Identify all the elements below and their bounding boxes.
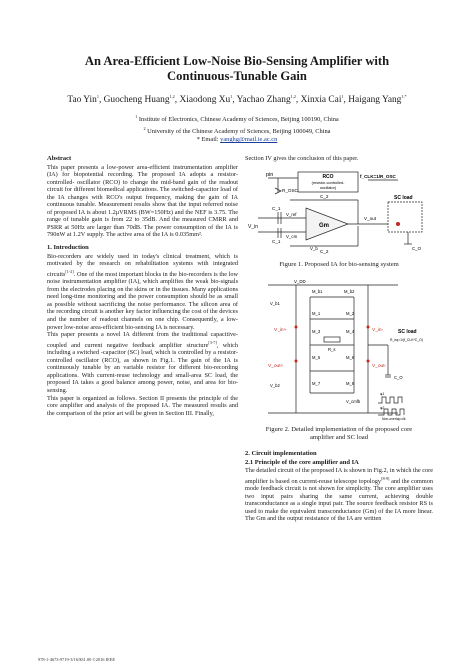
- author-affiliation-mark: 1: [230, 94, 233, 99]
- fig1-label-vin: V_in: [248, 224, 259, 230]
- affiliation-2: $^2$ University of the Chinese Academy of Sciences, Beijing 100049, China: [143, 125, 331, 135]
- author-affiliation-mark: 1,*: [401, 94, 407, 99]
- fig2-label-m4: M_4: [346, 329, 355, 334]
- author-name: Guocheng Huang: [103, 95, 170, 106]
- fig2-label-co: C_O: [394, 375, 403, 380]
- fig2-label-vout-n: V_out-: [372, 364, 387, 369]
- author-name: Xiaodong Xu: [179, 95, 231, 106]
- fig1-label-c1-bot: C_1: [272, 239, 281, 244]
- fig2-label-vb1: V_b1: [270, 301, 280, 306]
- fig2-label-m1: M_1: [312, 311, 321, 316]
- section-iv-sentence: Section IV gives the conclusion of this paper.: [245, 155, 359, 162]
- fig2-label-mb2: M_b2: [344, 289, 355, 294]
- fig1-label-vcm: V_cm: [286, 234, 298, 239]
- output-node-icon: [396, 222, 400, 226]
- figure-2-caption-line-2: amplifier and SC load: [309, 434, 369, 441]
- introduction-heading: 1. Introduction: [47, 244, 89, 252]
- fig2-label-mb1: M_b1: [312, 289, 323, 294]
- fig1-label-sc-load: SC load: [394, 195, 413, 201]
- fig1-label-c2-bot: C_2: [320, 249, 329, 254]
- fig1-label-c1-top: C_1: [272, 206, 281, 211]
- fig1-label-vref: V_ref: [286, 212, 297, 217]
- section-2-1-heading: 2.1 Principle of the core amplifier and IA: [245, 458, 359, 466]
- fig1-label-fclk: f_CLK=1/R_OSC: [360, 174, 396, 179]
- fig2-label-m7: M_7: [312, 381, 321, 386]
- fig1-label-gm: Gm: [318, 223, 330, 229]
- affiliations: [0, 113, 474, 145]
- intro-paragraph-1: Bio-recorders are widely used in today's clinical treatment, which is motivated by the research on rehabilitation systems with integrated circuits[1-2]. One of the most important blocks in the bio-recorders is the low noise instrumentation amplifier (IA), which amplifies the weak bio-signals from the electrodes placing on the skins or in the tissues. Many applications need long-time monitoring and the power consumption should be as small as possible without sacrificing the noise performance. The silicon area of the recording circuit is another key factor influencing the cost of the devices and the number of readout channels on one chip. Consequently, a low-power low-noise area-efficient bio-sensing IA is necessary.: [47, 252, 238, 331]
- author-name: Haigang Yang: [348, 95, 402, 106]
- fig2-label-vdd: V_DD: [294, 279, 306, 284]
- fig2-label-vinp: V_in+: [274, 328, 287, 333]
- title-line-2: Continuous-Tunable Gain: [167, 69, 307, 83]
- fig2-label-vcmfb: V_cmfb: [346, 399, 361, 404]
- fig2-label-rs: R_s: [328, 347, 336, 352]
- author-affiliation-mark: 1: [341, 94, 344, 99]
- author-affiliation-mark: 1,2: [290, 94, 296, 99]
- fig2-label-non-overlap: Non-overlap clk: [382, 417, 406, 421]
- fig2-label-m2: M_2: [346, 311, 355, 316]
- fig2-label-vinn: V_in-: [372, 328, 384, 333]
- fig1-label-rco-3: oscillator): [319, 186, 337, 190]
- figure-2-caption: [245, 426, 433, 442]
- fig2-label-m5: M_5: [312, 355, 321, 360]
- section-2-1-text: The detailed circuit of the proposed IA is shown in Fig.2, in which the core amplifier is based on current-reuse telescope topology[8-9] and the common mode feedback circuit is not shown for simplicity. The core amplifier uses two input pairs sharing the same current, achieving double transconductance as a single input pair. The source feedback resistor RS is used to make the equivalent transconductance (Gm) of the IA more linear. The Gm and the output resistance of the IA are written: [245, 467, 433, 523]
- fig2-label-m6: M_6: [346, 355, 355, 360]
- fig1-label-rco: RCO: [322, 174, 334, 180]
- figure-1-caption: Figure 1. Proposed IA for bio-sensing system: [279, 261, 399, 268]
- figure-2-caption-line-1: Figure 2. Detailed implementation of the proposed core: [265, 426, 413, 433]
- fig1-label-vb: V_b: [310, 246, 318, 251]
- abstract-heading: Abstract: [47, 155, 72, 162]
- paper-title: [0, 54, 474, 84]
- fig2-label-phi1: φ1: [380, 392, 385, 396]
- fig2-label-m3: M_3: [312, 329, 321, 334]
- figure-2-schematic: [248, 275, 434, 421]
- affiliation-1: $^1$ Institute of Electronics, Chinese Academy of Sciences, Beijing 100190, China: [135, 114, 339, 124]
- author-list: Tao Yin$^1$, Guocheng Huang$^{1,2}$, Xiaodong Xu$^1$, Yachao Zhang$^{1,2}$, Xinxia Cai$^1$, Haigang Yang$^{1,*}$: [67, 94, 407, 106]
- fig2-label-m8: M_8: [346, 381, 355, 386]
- author-affiliation-mark: 1: [96, 94, 99, 99]
- left-column: [47, 155, 238, 417]
- figure-1-schematic: [248, 166, 434, 258]
- intro-paragraph-3: This paper is organized as follows. Section II presents the principle of the core amplifier and analysis of the proposed IA. The measured results and the comparison of the prior art will be given in Section III. Finally,: [47, 394, 238, 417]
- fig2-label-req: R_eq=1/(f_CLK*C_O): [390, 338, 423, 342]
- email-link[interactable]: yanghg@mail.ie.ac.cn: [220, 136, 278, 144]
- author-affiliation-mark: 1,2: [169, 94, 175, 99]
- fig1-label-vout: V_out: [364, 216, 377, 221]
- right-column-bottom: [245, 450, 433, 523]
- fig1-label-c2-top: C_2: [320, 194, 329, 199]
- intro-paragraph-2: This paper presents a novel IA different from the traditional capacitive-coupled and current negative feedback amplifier structure[3-7], which including a switched -capacitor (SC) load, which is controlled by a resistor-controlled oscillator (RCO), as shown in Fig.1. The gain of the IA is continuously tunable by an variable resistor for different bio-recording applications. With current-reuse technology and small-area SC load, the proposed IA takes a good balance among power, noise, and area for bio-sensing.: [47, 331, 238, 395]
- fig1-label-co: C_O: [412, 246, 422, 251]
- author-name: Tao Yin: [67, 95, 97, 106]
- fig1-label-pin: pin: [266, 172, 274, 178]
- author-name: Xinxia Cai: [300, 95, 342, 106]
- contact-email: * Email: yanghg@mail.ie.ac.cn: [196, 136, 278, 144]
- abstract-text: This paper presents a low-power area-efficient instrumentation amplifier (IA) for biopotential recording. The proposed IA adopts a resistor-controlled- oscillator (RCO) to change the mid-band gain of the readout circuit for different biomedical applications. The switched-capacitor load of the IA changes with RCO's output frequency, making the gain of IA continuous tunable. Measurement results show that the input referred noise of proposed IA is about 1.2μVRMS (BW=150Hz) and the NEF is 3.75. The range of tunable gain is from 22 to 35dB. And the measured CMRR and PSRR at 50Hz are larger than 70dB. The power consumption of the IA is 790nW at 1.2V supply. The active area of the IA is 0.035mm².: [47, 163, 238, 239]
- title-line-1: An Area-Efficient Low-Noise Bio-Sensing Amplifier with: [84, 54, 390, 68]
- section-2-heading: 2. Circuit implementation: [245, 450, 317, 457]
- author-name: Yachao Zhang: [236, 95, 291, 106]
- fig1-label-rco-2: (resistor-controlled-: [311, 181, 345, 185]
- fig1-label-rosc: R_OSC: [282, 188, 298, 193]
- fig2-label-vout-p: V_out+: [268, 364, 284, 369]
- fig2-label-sc-load: SC load: [398, 329, 417, 335]
- right-column-top: [245, 155, 433, 163]
- copyright-footer: 978-1-4673-9719-3/16/$31.00 ©2016 IEEE: [38, 657, 116, 662]
- fig2-label-phi2: φ2: [380, 406, 385, 410]
- fig2-label-vb2: V_b2: [270, 383, 280, 388]
